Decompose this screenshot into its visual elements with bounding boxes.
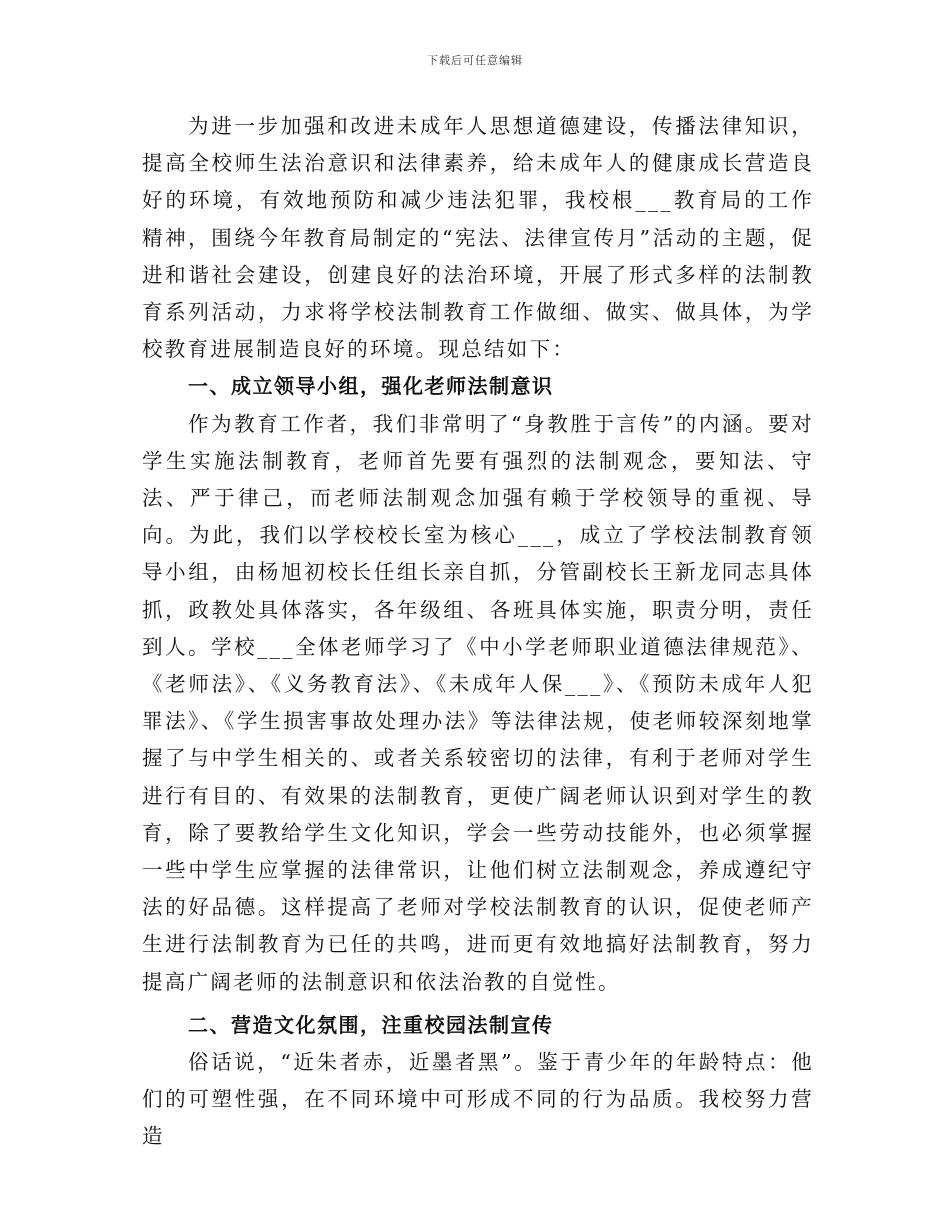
- section-heading-2: 二、营造文化氛围，注重校园法制宣传: [188, 1012, 554, 1037]
- page-header: 下载后可任意编辑: [427, 54, 523, 67]
- section-2-paragraph: 俗话说，“近朱者赤，近墨者黑”。鉴于青少年的年龄特点：他们的可塑性强，在不同环境中可形成不同的行为品质。我校努力营造: [142, 1050, 814, 1149]
- intro-paragraph: 为进一步加强和改进未成年人思想道德建设，传播法律知识，提高全校师生法治意识和法律素养，给未成年人的健康成长营造良好的环境，有效地预防和减少违法犯罪，我校根___教育局的工作精神，围绕今年教育局制定的“宪法、法律宣传月”活动的主题，促进和谐社会建设，创建良好的法治环境，开展了形式多样的法制教育系列活动，力求将学校法制教育工作做细、做实、做具体，为学校教育进展制造良好的环境。现总结如下：: [142, 114, 814, 362]
- section-heading-1: 一、成立领导小组，强化老师法制意识: [188, 374, 554, 399]
- section-1-paragraph: 作为教育工作者，我们非常明了“身教胜于言传”的内涵。要对学生实施法制教育，老师首先要有强烈的法制观念，要知法、守法、严于律己，而老师法制观念加强有赖于学校领导的重视、导向。为此，我们以学校校长室为核心___，成立了学校法制教育领导小组，由杨旭初校长任组长亲自抓，分管副校长王新龙同志具体抓，政教处具体落实，各年级组、各班具体实施，职责分明，责任到人。学校___全体老师学习了《中小学老师职业道德法律规范》、《老师法》、《义务教育法》、《未成年人保___》、《预防未成年人犯罪法》、《学生损害事故处理办法》等法律法规，使老师较深刻地掌握了与中学生相关的、或者关系较密切的法律，有利于老师对学生进行有目的、有效果的法制教育，更使广阔老师认识到对学生的教育，除了要教给学生文化知识，学会一些劳动技能外，也必须掌握一些中学生应掌握的法律常识，让他们树立法制观念，养成遵纪守法的好品德。这样提高了老师对学校法制教育的认识，促使老师产生进行法制教育为已任的共鸣，进而更有效地搞好法制教育，努力提高广阔老师的法制意识和依法治教的自觉性。: [142, 411, 814, 994]
- document-body: [142, 108, 814, 1156]
